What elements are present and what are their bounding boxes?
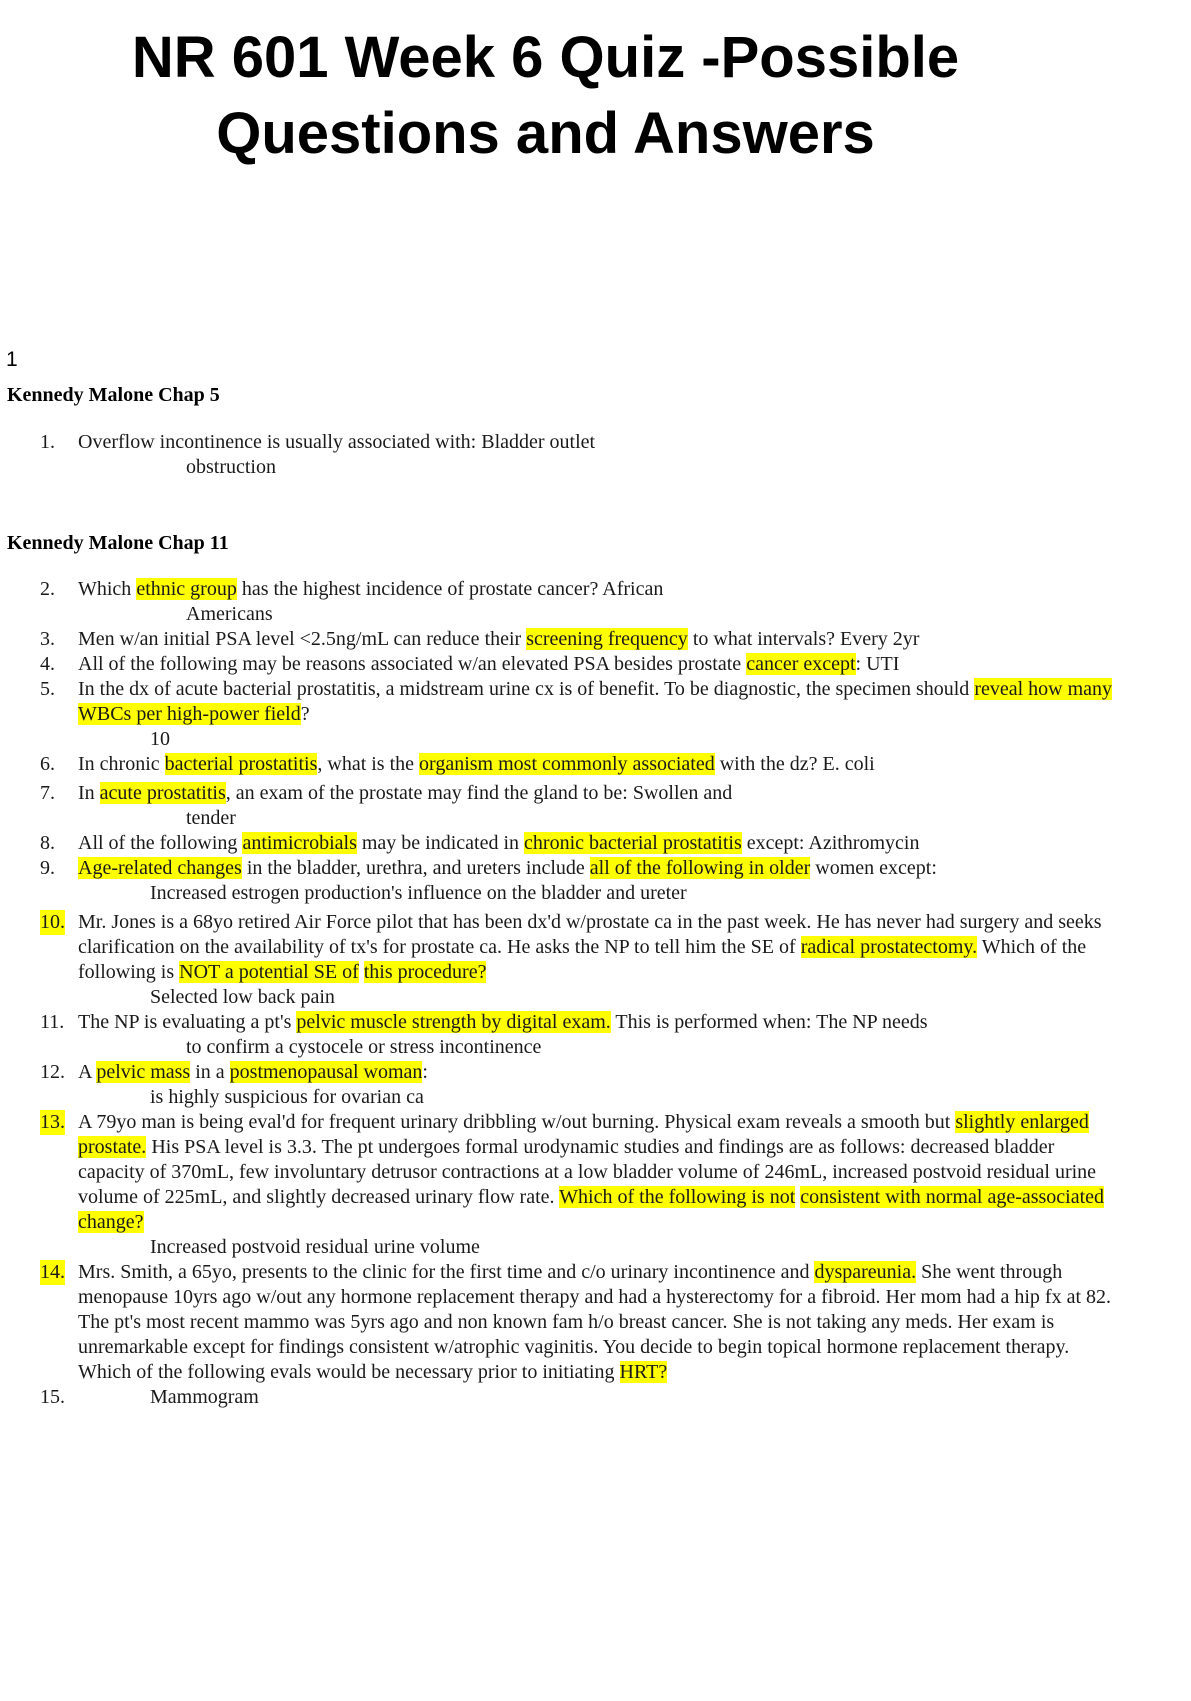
highlighted-text: reveal how many WBCs per high-power field (78, 678, 1113, 725)
highlighted-text: ethnic group (136, 578, 237, 600)
answer-text: 10 (150, 728, 170, 750)
answer-text: Increased estrogen production's influence on the bladder and ureter (150, 882, 687, 904)
highlighted-text: bacterial prostatitis (164, 753, 318, 775)
highlighted-text: dyspareunia. (814, 1261, 917, 1283)
question-text (78, 911, 1102, 983)
question-number: 4. (40, 653, 55, 675)
question-text (78, 1061, 428, 1083)
text-run: Men w/an initial PSA level <2.5ng/mL can reduce their (78, 628, 527, 650)
highlighted-text: acute prostatitis (99, 782, 226, 804)
question-item (0, 856, 1120, 906)
question-item (0, 910, 1120, 1010)
question-list-chap-5 (0, 430, 1120, 480)
highlighted-text: cancer except (746, 653, 856, 675)
question-text (78, 857, 937, 879)
text-run: ? (300, 703, 310, 725)
question-item (0, 752, 1120, 777)
text-run: Which (78, 578, 137, 600)
question-text (78, 782, 732, 804)
text-run: : UTI (855, 653, 900, 675)
section-heading-chap-5: Kennedy Malone Chap 5 (7, 384, 220, 406)
highlighted-text: postmenopausal woman (229, 1061, 423, 1083)
text-run: In chronic (78, 753, 165, 775)
text-run: She went through menopause 10yrs ago w/out any hormone replacement therapy and had a hysterectomy for a fibroid. Her mom had a hip fx at 82. The pt's most recent mammo was 5yrs ago and non known fam h/o breast cancer. She is not taking any meds. Her exam is unremarkable except for findings consistent w/atrophic vaginitis. You decide to begin topical hormone replacement therapy. Which of the following evals would be necessary prior to initiating (78, 1261, 1112, 1383)
question-text (78, 1261, 1111, 1383)
text-run: : (422, 1061, 428, 1083)
question-number: 2. (40, 578, 55, 600)
question-text (78, 653, 899, 675)
highlighted-text: this procedure? (363, 961, 487, 983)
text-run (359, 961, 364, 983)
title-line-1: NR 601 Week 6 Quiz -Possible (131, 25, 960, 90)
question-number: 3. (40, 628, 55, 650)
question-number: 10. (40, 911, 65, 933)
question-text (78, 431, 595, 453)
text-run: Overflow incontinence is usually associated with: Bladder outlet (78, 431, 596, 453)
question-number: 15. (40, 1386, 65, 1408)
text-run: The NP is evaluating a pt's (78, 1011, 297, 1033)
question-item (0, 1010, 1120, 1060)
text-run: in a (190, 1061, 230, 1083)
text-run: has the highest incidence of prostate cancer? African (236, 578, 664, 600)
highlighted-text: NOT a potential SE of (179, 961, 359, 983)
highlighted-text: HRT? (619, 1361, 668, 1383)
highlighted-text: chronic bacterial prostatitis (524, 832, 742, 854)
question-list-chap-11 (0, 577, 1120, 1410)
text-run: to what intervals? Every 2yr (687, 628, 920, 650)
question-item (0, 1060, 1120, 1110)
text-run: in the bladder, urethra, and ureters include (241, 857, 590, 879)
answer-text: Mammogram (150, 1386, 259, 1408)
highlighted-text: Age-related changes (78, 857, 242, 879)
document-title (0, 20, 1091, 172)
highlighted-text: consistent with normal age-associated change? (78, 1186, 1105, 1233)
text-run: All of the following may be reasons associated w/an elevated PSA besides prostate (78, 653, 747, 675)
question-item (0, 1110, 1120, 1260)
question-text (78, 1011, 928, 1033)
text-run: women except: (810, 857, 937, 879)
question-item (0, 627, 1120, 652)
question-item (0, 831, 1120, 856)
question-item (0, 577, 1120, 627)
highlighted-text: pelvic muscle strength by digital exam. (296, 1011, 611, 1033)
text-run: , an exam of the prostate may find the gland to be: Swollen and (225, 782, 733, 804)
question-number: 13. (40, 1111, 65, 1133)
text-run: may be indicated in (356, 832, 525, 854)
highlighted-text: radical prostatectomy. (800, 936, 978, 958)
text-run: In the dx of acute bacterial prostatitis, a midstream urine cx is of benefit. To be diagnostic, the specimen should (78, 678, 975, 700)
highlighted-text: antimicrobials (242, 832, 357, 854)
question-item (0, 677, 1120, 752)
question-number: 11. (40, 1011, 65, 1033)
question-text (78, 578, 663, 600)
question-item (0, 1260, 1120, 1385)
text-run: In (78, 782, 100, 804)
question-item (0, 652, 1120, 677)
text-run: with the dz? E. coli (714, 753, 875, 775)
question-item (0, 1385, 1120, 1410)
answer-text: Increased postvoid residual urine volume (150, 1236, 480, 1258)
question-text (78, 628, 919, 650)
answer-text: tender (186, 807, 236, 829)
answer-text: obstruction (186, 456, 276, 478)
question-number: 12. (40, 1061, 65, 1083)
question-number: 1. (40, 431, 55, 453)
question-item (0, 781, 1120, 831)
highlighted-text: slightly enlarged prostate. (78, 1111, 1089, 1158)
answer-text: to confirm a cystocele or stress incontinence (186, 1036, 542, 1058)
answer-text: is highly suspicious for ovarian ca (150, 1086, 424, 1108)
text-run: except: Azithromycin (741, 832, 920, 854)
question-item (0, 430, 1120, 480)
highlighted-text: screening frequency (526, 628, 688, 650)
question-text (78, 753, 875, 775)
text-run: , what is the (317, 753, 420, 775)
question-text (78, 678, 1112, 725)
text-run: Mrs. Smith, a 65yo, presents to the clinic for the first time and c/o urinary incontinence and (78, 1261, 815, 1283)
section-heading-chap-11: Kennedy Malone Chap 11 (7, 532, 229, 554)
answer-text: Americans (186, 603, 273, 625)
text-run: All of the following (78, 832, 243, 854)
highlighted-text: pelvic mass (96, 1061, 191, 1083)
text-run: Mr. Jones is a 68yo retired Air Force pilot that has been dx'd w/prostate ca in the past week. He has never had surgery and seeks clarification on the availability of tx's for prostate ca. He asks the NP to tell him the SE of (78, 911, 1102, 958)
question-number: 9. (40, 857, 55, 879)
question-number: 7. (40, 782, 55, 804)
question-number: 8. (40, 832, 55, 854)
highlighted-text: all of the following in older (589, 857, 811, 879)
text-run: A 79yo man is being eval'd for frequent urinary dribbling w/out burning. Physical exam reveals a smooth but (78, 1111, 956, 1133)
question-text (78, 832, 919, 854)
title-line-2: Questions and Answers (216, 101, 875, 166)
highlighted-text: organism most commonly associated (419, 753, 715, 775)
text-run: Which of the following is (78, 936, 1087, 983)
question-number: 5. (40, 678, 55, 700)
text-run: A (78, 1061, 97, 1083)
text-run: This is performed when: The NP needs (610, 1011, 928, 1033)
text-run: His PSA level is 3.3. The pt undergoes formal urodynamic studies and findings are as follows: decreased bladder capacity of 370mL, few involuntary detrusor contractions at a low bladder volume of 246mL, increased postvoid residual urine volume of 225mL, and slightly decreased urinary flow rate. (78, 1136, 1097, 1208)
answer-text: Selected low back pain (150, 986, 335, 1008)
question-number: 14. (40, 1261, 65, 1283)
question-text (78, 1111, 1104, 1233)
highlighted-text: Which of the following is not (559, 1186, 796, 1208)
question-number: 6. (40, 753, 55, 775)
page-number: 1 (6, 348, 18, 371)
